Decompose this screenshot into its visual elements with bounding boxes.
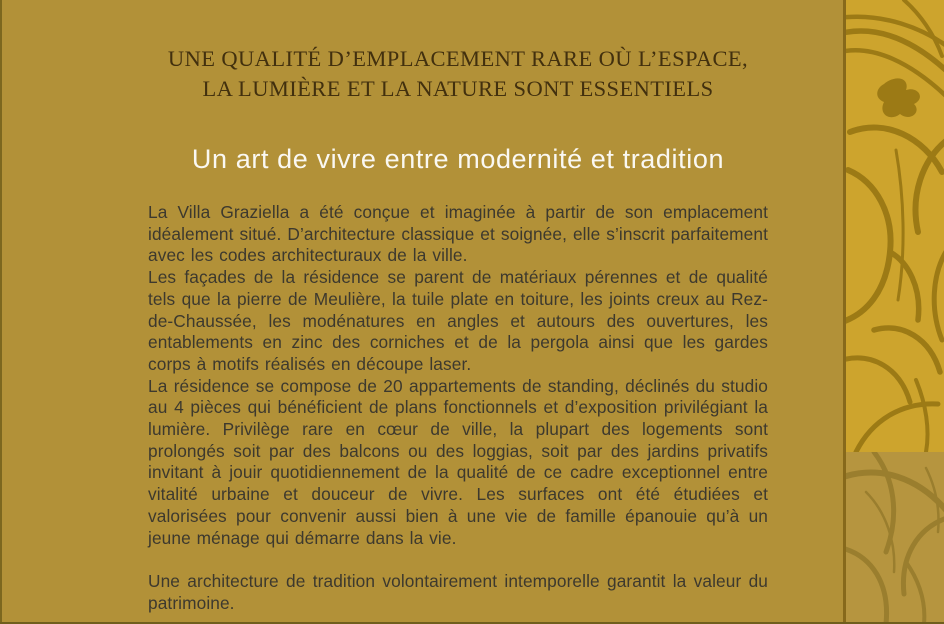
page-title-line-2: LA LUMIÈRE ET LA NATURE SONT ESSENTIELS — [202, 76, 714, 101]
body-paragraph: La Villa Graziella a été conçue et imaginée à partir de son emplacement idéalement situé. D’architecture classique et soignée, elle s’inscrit parfaitement avec les codes architecturaux de la ville. — [148, 202, 768, 266]
page-title — [148, 44, 768, 104]
body-text — [148, 202, 768, 615]
flower-petals-icon — [846, 0, 944, 452]
floral-pattern-top — [846, 0, 944, 452]
body-paragraph: Les façades de la résidence se parent de matériaux pérennes et de qualité tels que la pierre de Meulière, la tuile plate en toiture, les joints creux au Rez-de-Chaussée, les modénatures en angles et autours des ouvertures, les entablements en zinc des corniches et de la pergola ainsi que les gardes corps à motifs réalisés en découpe laser. — [148, 267, 768, 374]
body-paragraph: La résidence se compose de 20 appartements de standing, déclinés du studio au 4 pièces qui bénéficient de plans fonctionnels et d’exposition privilégiant la lumière. Privilège rare en cœur de ville, la plupart des logements sont prolongés soit par des balcons ou des loggias, soit par des jardins privatifs invitant à jouir quotidiennement de la qualité de ce cadre exceptionnel entre vitalité urbaine et douceur de vivre. Les surfaces ont été étudiées et valorisées pour convenir aussi bien à une vie de famille épanouie qu’à un jeune ménage qui démarre dans la vie. — [148, 375, 768, 548]
page-title-line-1: UNE QUALITÉ D’EMPLACEMENT RARE OÙ L’ESPACE, — [167, 46, 749, 71]
content-column — [148, 0, 768, 615]
page-subtitle: Un art de vivre entre modernité et tradition — [191, 144, 725, 174]
leaf-veins-icon — [846, 452, 944, 624]
floral-pattern-bottom — [846, 452, 944, 624]
page-edge-line-left — [0, 0, 2, 624]
flower-center-blob — [877, 78, 920, 117]
body-paragraph: Une architecture de tradition volontairement intemporelle garantit la valeur du patrimoine. — [148, 571, 768, 613]
floral-pattern-strip — [843, 0, 944, 624]
